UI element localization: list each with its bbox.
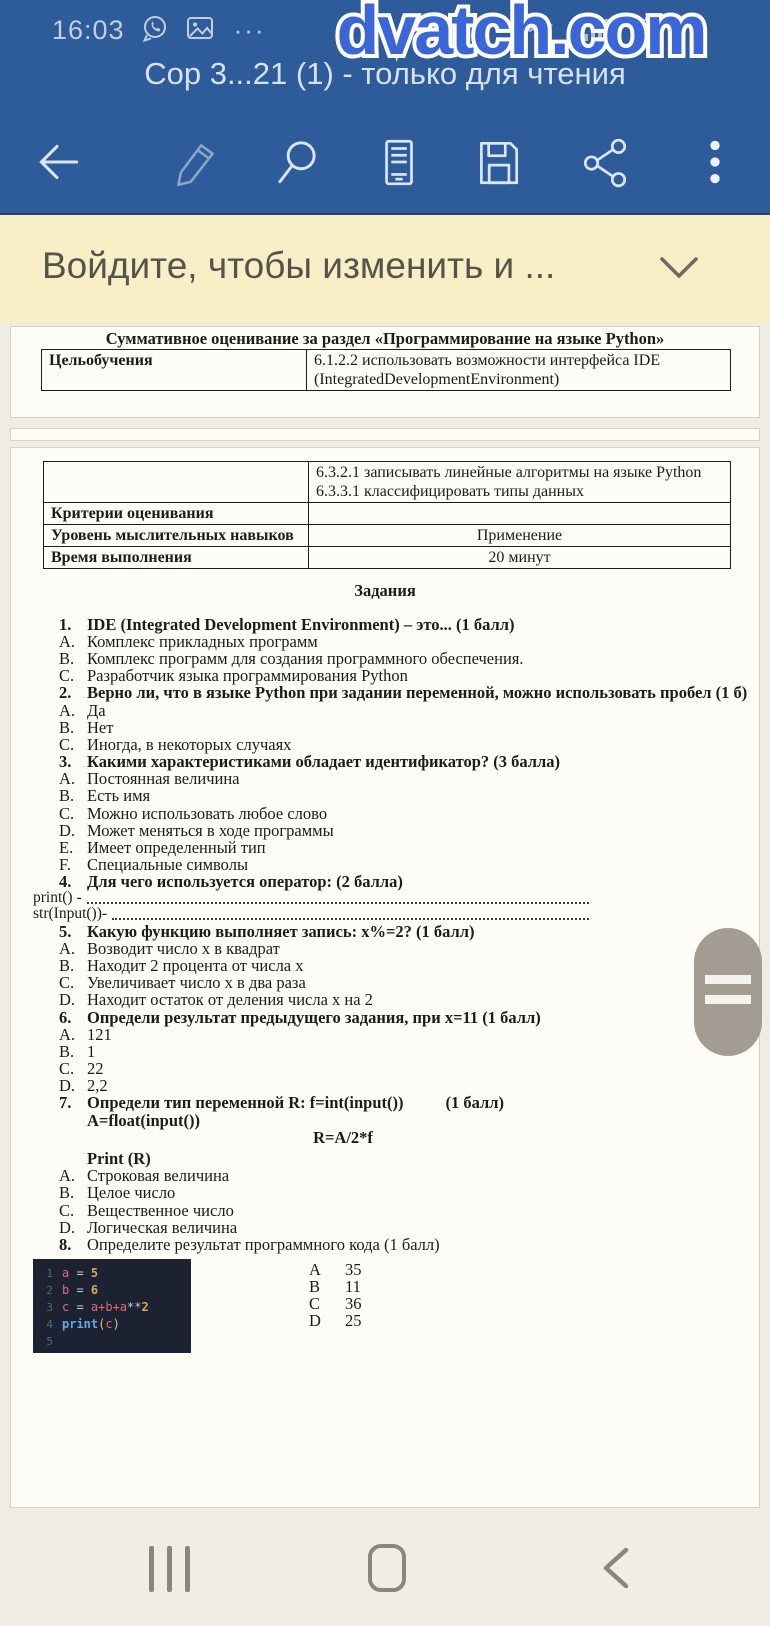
code-line-r: R=A/2*f [313, 1127, 373, 1147]
option-text: Нет [87, 717, 114, 737]
fill-line-str: str(Input())- [33, 907, 589, 923]
question-points: (1 балл) [445, 1093, 505, 1113]
option-letter: B. [59, 1183, 75, 1203]
question-3 [11, 753, 759, 873]
question-2 [11, 684, 759, 753]
toolbar [0, 112, 770, 212]
option-text: 1 [87, 1041, 96, 1061]
option-text: Имеет определенный тип [87, 838, 266, 858]
option-letter: D. [59, 820, 76, 840]
objective-value-cell: 6.1.2.2 использовать возможности интерфейса IDE (IntegratedDevelopmentEnvironment) [307, 350, 731, 391]
back-button[interactable] [30, 134, 86, 190]
criteria-table [43, 461, 731, 569]
option-text: Комплекс прикладных программ [87, 631, 318, 651]
objectives-table [41, 349, 731, 391]
option-letter: B. [59, 786, 75, 806]
summative-heading: Суммативное оценивание за раздел «Программирование на языке Python» [105, 329, 665, 348]
option-text: Специальные символы [87, 855, 249, 875]
option-text: Комплекс программ для создания программного обеспечения. [87, 648, 524, 668]
code-line-a: A=float(input()) [87, 1110, 200, 1130]
option-letter: B. [59, 1041, 75, 1061]
document-page-1 [10, 326, 760, 418]
nav-recents-button[interactable] [149, 1546, 197, 1592]
option-text: Находит остаток от деления числа x на 2 [87, 990, 373, 1010]
question-number: 6. [59, 1007, 72, 1027]
navigation-bar [0, 1510, 770, 1626]
option-letter: E. [59, 838, 74, 858]
duration-value-cell: 20 минут [309, 547, 731, 569]
question-text: Для чего используется оператор: (2 балла) [87, 872, 403, 892]
edit-button[interactable] [168, 134, 224, 190]
code-line-print: Print (R) [87, 1149, 151, 1169]
question-text: Какими характеристиками обладает идентификатор? (3 балла) [87, 752, 561, 772]
question-number: 4. [59, 872, 72, 892]
code-line: 2 b = 6 [46, 1283, 99, 1298]
question-1 [11, 616, 759, 685]
option-text: Постоянная величина [87, 769, 240, 789]
whatsapp-icon [140, 13, 170, 48]
option-letter: D. [59, 1217, 76, 1237]
page-separator [10, 428, 760, 441]
nav-home-button[interactable] [368, 1544, 406, 1592]
answer-row: A 35 [309, 1260, 362, 1280]
option-letter: A. [59, 1024, 76, 1044]
option-text: Да [87, 700, 106, 720]
app-header [0, 0, 770, 215]
answer-row: D 25 [309, 1311, 362, 1331]
option-letter: C. [59, 973, 75, 993]
status-time: 16:03 [52, 14, 125, 45]
option-letter: C. [59, 666, 75, 686]
answer-row: B 11 [309, 1277, 361, 1297]
option-text: Разработчик языка программирования Python [87, 666, 408, 686]
question-number: 5. [59, 921, 72, 941]
back-arrow-icon [31, 135, 85, 189]
answer-row: C 36 [309, 1294, 362, 1314]
option-text: 121 [87, 1024, 112, 1044]
objective-label-cell: Цельобучения [42, 350, 307, 391]
option-letter: A. [59, 631, 76, 651]
option-text: 2,2 [87, 1076, 108, 1096]
option-letter: A. [59, 700, 76, 720]
option-text: Находит 2 процента от числа x [87, 955, 304, 975]
share-button[interactable] [577, 134, 633, 190]
question-number: 7. [59, 1093, 72, 1113]
option-text: Целое число [87, 1183, 176, 1203]
option-text: Есть имя [87, 786, 151, 806]
chevron-down-icon[interactable] [656, 253, 702, 288]
save-icon [471, 135, 525, 189]
dotted-leader [87, 902, 589, 904]
nav-back-button[interactable] [600, 1546, 632, 1595]
scroll-handle[interactable] [694, 928, 762, 1056]
dotted-leader [112, 918, 589, 920]
question-text: Определите результат программного кода (1 балл) [87, 1234, 440, 1254]
option-letter: B. [59, 648, 75, 668]
document-title: Сор 3...21 (1) - только для чтения [144, 56, 626, 91]
question-5 [11, 923, 759, 1009]
watermark: dvatch.com [336, 0, 706, 69]
code-line: 1 a = 5 [46, 1266, 99, 1281]
mobile-view-icon [371, 135, 425, 189]
questions-list [11, 616, 759, 1354]
share-icon [578, 135, 632, 189]
question-number: 2. [59, 683, 72, 703]
question-4 [11, 873, 759, 922]
code-line: 5 [46, 1335, 53, 1349]
option-letter: C. [59, 803, 75, 823]
q8-answer-options [309, 1259, 362, 1353]
option-text: 22 [87, 1059, 104, 1079]
document-page-2 [10, 447, 760, 1508]
skill-level-label-cell: Уровень мыслительных навыков [44, 525, 309, 547]
option-letter: C. [59, 1059, 75, 1079]
save-button[interactable] [470, 134, 526, 190]
code-line: 3 c = a+b+a ** 2 [46, 1300, 149, 1315]
question-text: Определи результат предыдущего задания, при x=11 (1 балл) [87, 1007, 541, 1027]
option-letter: D. [59, 1076, 76, 1096]
mobile-view-button[interactable] [370, 134, 426, 190]
signin-banner-text: Войдите, чтобы изменить и ... [42, 245, 556, 286]
option-text: Логическая величина [87, 1217, 238, 1237]
option-text: Можно использовать любое слово [87, 803, 328, 823]
option-text: Иногда, в некоторых случаях [87, 734, 292, 754]
signin-banner[interactable] [0, 215, 770, 323]
code-line: 4 print ( c ) [46, 1317, 120, 1332]
question-text: Верно ли, что в языке Python при задании переменной, можно использовать пробел (1 б) [87, 683, 748, 703]
gallery-icon [185, 13, 215, 48]
search-icon [270, 135, 324, 189]
question-6 [11, 1009, 759, 1095]
question-number: 3. [59, 752, 72, 772]
question-number: 1. [59, 614, 72, 634]
tasks-heading: Задания [354, 581, 416, 600]
pencil-icon [169, 135, 223, 189]
option-letter: B. [59, 955, 75, 975]
question-text: Определи тип переменной R: f=int(input()) [87, 1093, 404, 1113]
option-text: Вещественное число [87, 1200, 234, 1220]
more-button[interactable] [687, 134, 743, 190]
fill-line-print: print() - [33, 891, 589, 907]
option-letter: D. [59, 990, 76, 1010]
option-letter: F. [59, 855, 71, 875]
question-7 [11, 1094, 759, 1236]
option-letter: B. [59, 717, 75, 737]
recents-icon [149, 1546, 154, 1592]
option-text: Может меняться в ходе программы [87, 820, 334, 840]
status-overflow-dots: ··· [233, 14, 266, 45]
option-letter: A. [59, 1166, 76, 1186]
question-text: Какую функцию выполняет запись: x%=2? (1 балл) [87, 921, 475, 941]
code-snippet [33, 1259, 191, 1353]
option-letter: A. [59, 769, 76, 789]
option-letter: C. [59, 1200, 75, 1220]
criteria-label-cell: Критерии оценивания [44, 503, 309, 525]
question-number: 8. [59, 1234, 72, 1254]
more-vertical-icon [688, 135, 742, 189]
learning-goals-cell: 6.3.2.1 записывать линейные алгоритмы на языке Python 6.3.3.1 классифицировать типы данных [309, 462, 731, 503]
option-text: Увеличивает число x в два раза [87, 973, 306, 993]
search-button[interactable] [269, 134, 325, 190]
skill-level-value-cell: Применение [309, 525, 731, 547]
option-text: Возводит число x в квадрат [87, 938, 280, 958]
option-letter: C. [59, 734, 75, 754]
question-text: IDE (Integrated Development Environment) – это... (1 балл) [87, 614, 515, 634]
back-chevron-icon [600, 1546, 632, 1590]
option-letter: A. [59, 938, 76, 958]
duration-label-cell: Время выполнения [44, 547, 309, 569]
question-8 [11, 1236, 759, 1353]
option-text: Строковая величина [87, 1166, 230, 1186]
